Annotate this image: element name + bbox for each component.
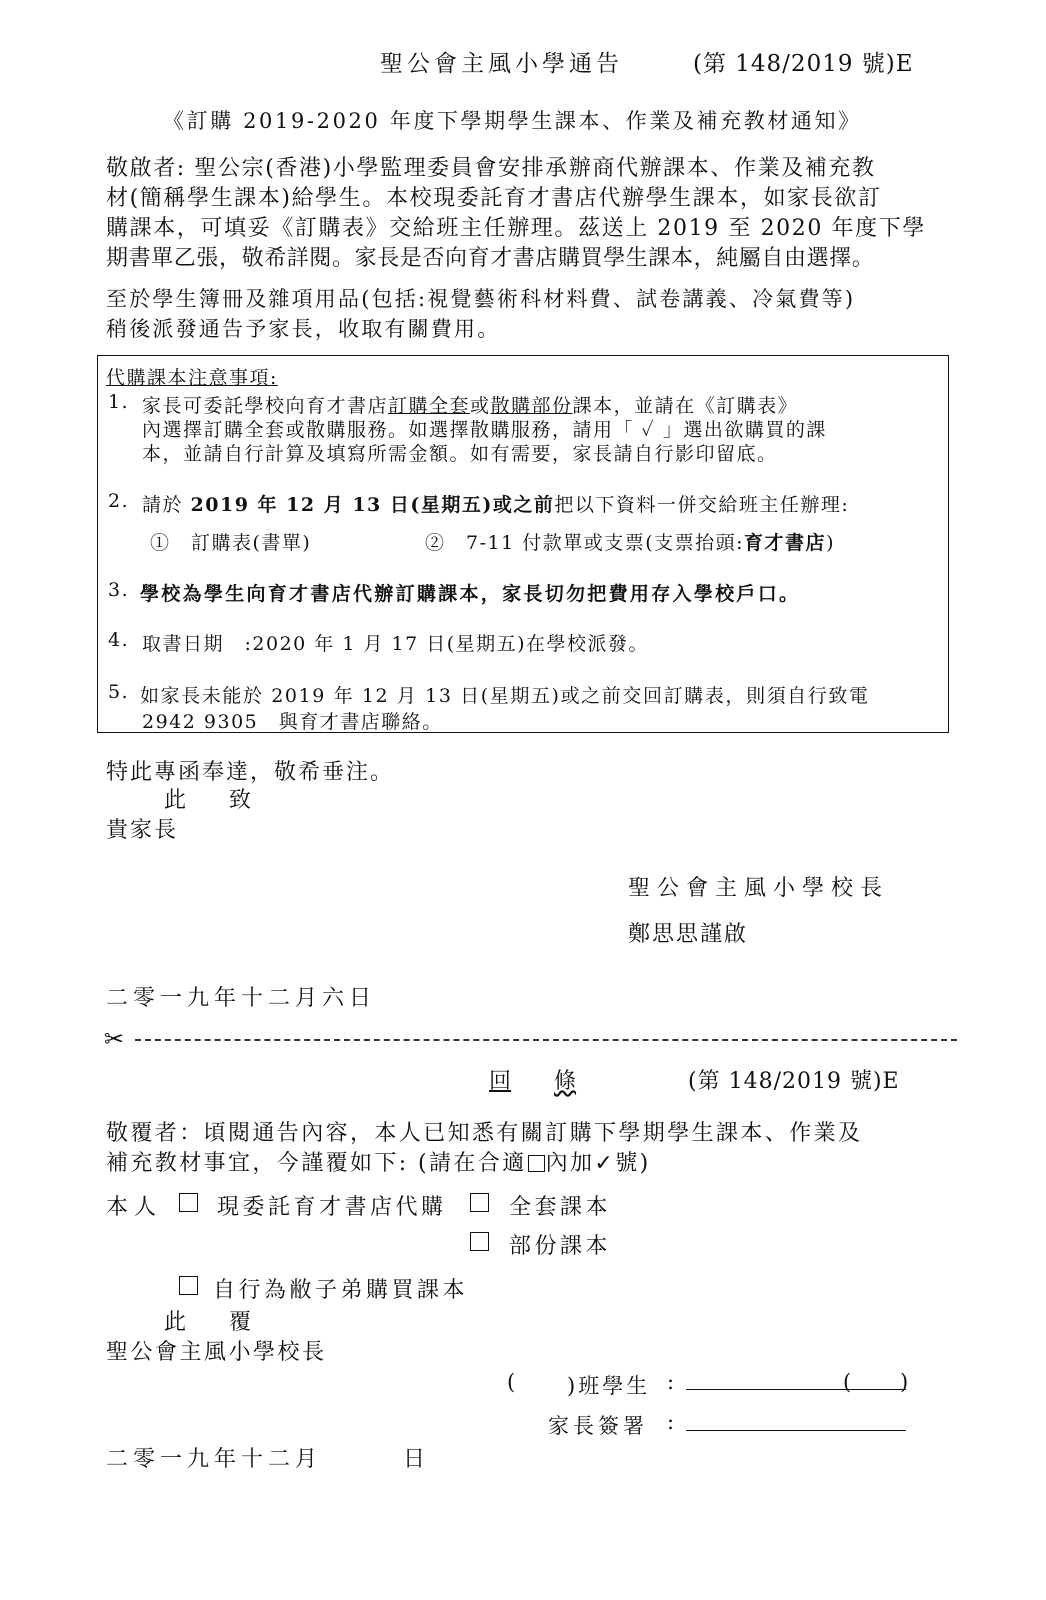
item-2-option-2-text-a: ② 7-11 付款單或支票(支票抬頭:: [425, 532, 745, 554]
item-3-text: 學校為學生向育才書店代辦訂購課本，家長切勿把費用存入學校戶口。: [140, 583, 801, 605]
item-1-partial: 散購部份: [490, 395, 573, 417]
reply-title-b: 條: [554, 1069, 577, 1094]
closing-zhi: 致: [229, 788, 252, 813]
item-2-number: 2.: [108, 490, 130, 512]
item-2-text-a: 請於: [142, 494, 191, 516]
item-1-text-a: 家長可委託學校向育才書店: [142, 395, 389, 417]
paragraph-2-line-2: 稍後派發通告予家長，收取有關費用。: [106, 317, 501, 341]
notice-number: (第 148/2019 號)E: [693, 51, 914, 77]
reply-intro-text-b: 內加: [545, 1151, 595, 1176]
checkbox-sample-icon: [528, 1155, 545, 1172]
item-1-text-b: 或: [470, 395, 491, 417]
item-1-line-1: [142, 391, 798, 418]
reply-fu: 覆: [229, 1310, 252, 1335]
closing-ci: 此: [164, 788, 187, 813]
reply-date: 二零一九年十二月 日: [106, 1447, 431, 1472]
reply-intro-line-1: 敬覆者：頃閱通告內容，本人已知悉有關訂購下學期學生課本、作業及: [106, 1121, 863, 1146]
item-4-number: 4.: [108, 629, 130, 651]
reply-self-label: 本人: [106, 1195, 163, 1220]
closing-recipient: 貴家長: [106, 818, 179, 843]
item-1-full-set: 訂購全套: [388, 395, 471, 417]
checkbox-full-set[interactable]: [470, 1193, 489, 1212]
signature-org: 聖公會主風小學校長: [628, 876, 890, 901]
option-full-set-label: 全套課本: [509, 1195, 612, 1220]
item-5-number: 5.: [108, 681, 130, 703]
paragraph-1-line-1: 敬啟者: 聖公宗(香港)小學監理委員會安排承辦商代辦課本、作業及補充教: [106, 156, 876, 181]
student-colon: :: [667, 1370, 675, 1394]
paragraph-1-line-3: 購課本，可填妥《訂購表》交給班主任辦理。茲送上 2019 至 2020 年度下學: [106, 216, 926, 241]
student-name-line[interactable]: [686, 1389, 906, 1390]
reply-title-a: 回: [489, 1069, 512, 1094]
item-2-text-b: 把以下資料一併交給班主任辦理:: [554, 494, 850, 516]
reply-intro-text-c: 號): [615, 1151, 651, 1176]
reply-number: (第 148/2019 號)E: [688, 1069, 900, 1094]
reply-intro-line-2: [106, 1146, 651, 1177]
closing-line: 特此專函奉達，敬希垂注。: [106, 760, 395, 785]
item-2-payee: 育才書店: [744, 532, 827, 554]
reply-intro-text-a: 補充教材事宜，今謹覆如下: (請在合適: [106, 1151, 527, 1176]
item-4-text: 取書日期 :2020 年 1 月 17 日(星期五)在學校派發。: [142, 633, 650, 655]
option-partial-label: 部份課本: [509, 1234, 612, 1259]
item-1-text-c: 課本，並請在《訂購表》: [572, 395, 799, 417]
item-1-number: 1.: [108, 391, 130, 413]
item-2-option-2-text-b: ): [826, 532, 835, 554]
reply-addressee: 聖公會主風小學校長: [106, 1340, 327, 1365]
paragraph-2-line-1: 至於學生簿冊及雜項用品(包括:視覺藝術科材料費、試卷講義、冷氣費等): [106, 287, 856, 311]
notice-heading: 代購課本注意事項:: [106, 367, 278, 389]
item-2-line: [142, 490, 849, 517]
notice-subject: 《訂購 2019-2020 年度下學期學生課本、作業及補充教材通知》: [163, 109, 862, 133]
scissors-icon: ✂: [104, 1025, 125, 1053]
paragraph-1-line-2: 材(簡稱學生課本)給學生。本校現委託育才書店代辦學生課本，如家長欲訂: [106, 186, 882, 211]
reply-ci: 此: [164, 1310, 187, 1335]
parent-sign-label: 家長簽署: [548, 1414, 648, 1438]
option-entrust-label: 現委託育才書店代購: [217, 1195, 447, 1220]
item-2-option-2: [425, 528, 835, 555]
notice-date: 二零一九年十二月六日: [106, 986, 377, 1011]
option-self-purchase-label: 自行為敝子弟購買課本: [213, 1278, 469, 1303]
class-student-label: )班學生: [567, 1374, 651, 1398]
item-1-line-3: 本，並請自行計算及填寫所需金額。如有需要，家長請自行影印留底。: [142, 443, 778, 465]
item-5-line-1: 如家長未能於 2019 年 12 月 13 日(星期五)或之前交回訂購表，則須自行致電: [140, 685, 870, 707]
item-2-deadline: 2019 年 12 月 13 日(星期五)或之前: [190, 494, 555, 516]
checkbox-partial[interactable]: [470, 1232, 489, 1251]
cut-line: [135, 1039, 957, 1041]
checkmark-icon: ✓: [594, 1151, 616, 1176]
checkbox-self-purchase[interactable]: [179, 1276, 198, 1295]
item-2-option-1: ① 訂購表(書單): [150, 532, 312, 554]
checkbox-entrust[interactable]: [179, 1193, 198, 1212]
notice-title: 聖公會主風小學通告: [380, 51, 623, 77]
class-open-paren: (: [507, 1370, 516, 1394]
student-number-open-paren: (: [843, 1370, 852, 1394]
item-3-number: 3.: [108, 579, 130, 601]
parent-sign-colon: :: [667, 1410, 675, 1434]
signature-name: 鄭思思謹啟: [628, 922, 749, 947]
item-5-line-2: 2942 9305 與育才書店聯絡。: [142, 711, 443, 733]
paragraph-1-line-4: 期書單乙張，敬希詳閱。家長是否向育才書店購買學生課本，純屬自由選擇。: [106, 246, 875, 271]
student-number-close-paren: ): [900, 1370, 909, 1394]
parent-signature-line[interactable]: [686, 1430, 906, 1431]
item-1-line-2: 內選擇訂購全套或散購服務。如選擇散購服務，請用「 ✓ 」選出欲購買的課: [142, 419, 827, 441]
